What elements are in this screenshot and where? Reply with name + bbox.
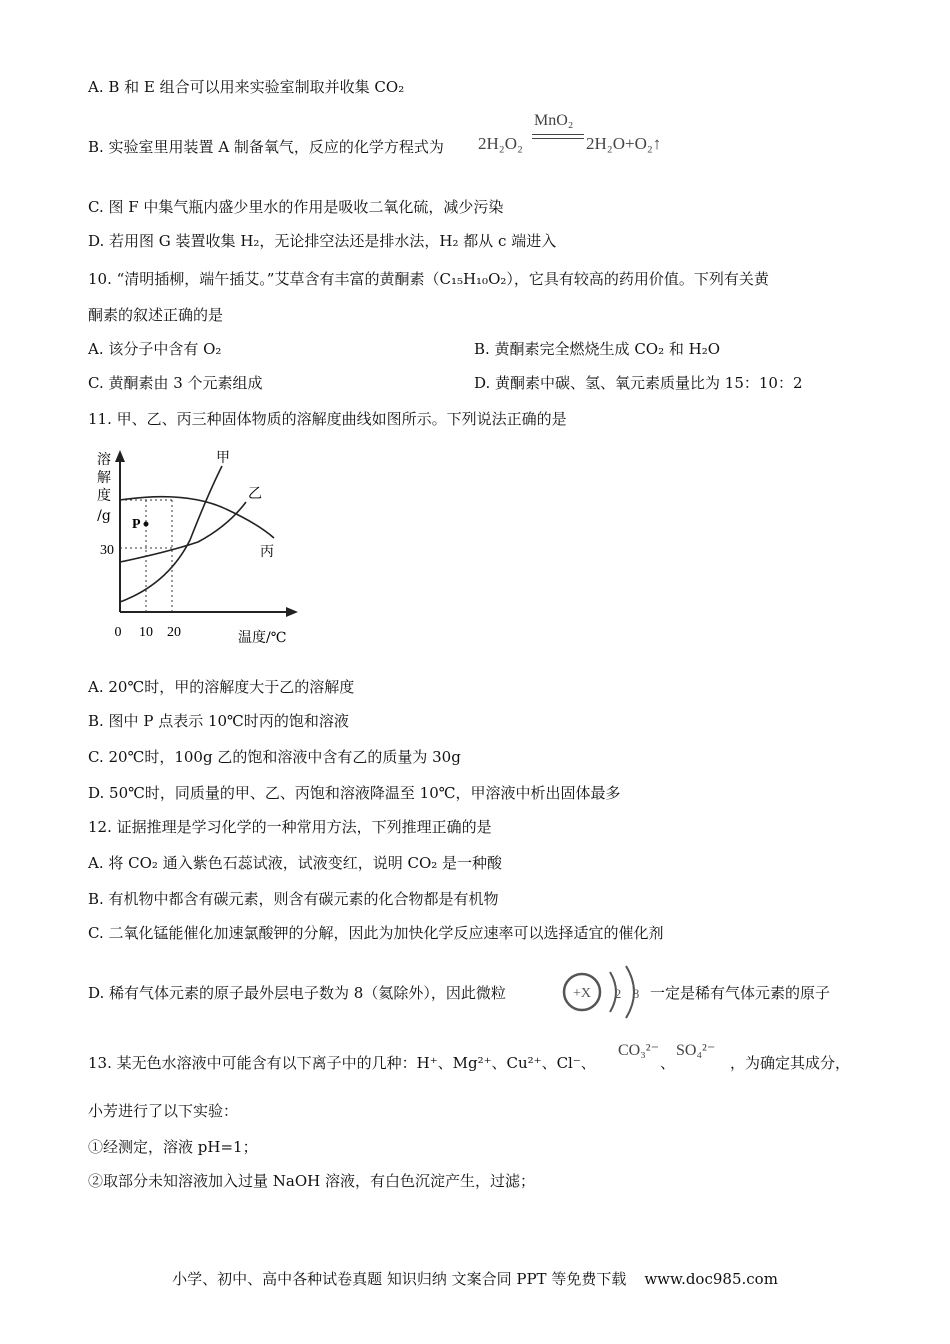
- q12-option-b: B. 有机物中都含有碳元素，则含有碳元素的化合物都是有机物: [88, 890, 499, 908]
- footer-site-link[interactable]: www.doc985.com: [644, 1270, 778, 1288]
- y-label-c4: /g: [97, 508, 111, 524]
- q11-stem: 11. 甲、乙、丙三种固体物质的溶解度曲线如图所示。下列说法正确的是: [88, 410, 567, 428]
- x-axis-label: 温度/℃: [238, 630, 287, 646]
- q10-stem-line2: 酮素的叙述正确的是: [88, 306, 224, 324]
- q11-option-b: B. 图中 P 点表示 10℃时丙的饱和溶液: [88, 712, 349, 730]
- shell-1-electrons: 2: [614, 986, 622, 1001]
- equation-reactant: 2H₂O₂: [478, 134, 523, 153]
- y-axis-arrow: [115, 450, 125, 462]
- shell-2-electrons: 8: [632, 986, 640, 1001]
- x-tick-label-20: 20: [167, 625, 181, 640]
- q12-option-d-prefix: D. 稀有气体元素的原子最外层电子数为 8（氦除外），因此微粒: [88, 984, 506, 1002]
- x-tick-label-0: 0: [114, 625, 122, 640]
- series-label-bing: 丙: [260, 544, 274, 560]
- q13-stem-prefix: 13. 某无色水溶液中可能含有以下离子中的几种：H⁺、Mg²⁺、Cu²⁺、Cl⁻、: [88, 1054, 596, 1072]
- q9-option-d: D. 若用图 G 装置收集 H₂，无论排空法还是排水法，H₂ 都从 c 端进入: [88, 232, 557, 250]
- q12-option-a: A. 将 CO₂ 通入紫色石蕊试液，试液变红，说明 CO₂ 是一种酸: [88, 854, 503, 872]
- q11-option-c: C. 20℃时，100g 乙的饱和溶液中含有乙的质量为 30g: [88, 748, 461, 766]
- q11-option-d: D. 50℃时，同质量的甲、乙、丙饱和溶液降温至 10℃，甲溶液中析出固体最多: [88, 784, 621, 802]
- y-tick-label-30: 30: [100, 543, 114, 558]
- q12-option-d-suffix: 一定是稀有气体元素的原子: [650, 984, 831, 1002]
- page-footer: [0, 1268, 950, 1289]
- ion-carbonate: CO₃²⁻: [618, 1042, 660, 1059]
- q10-option-a: A. 该分子中含有 O₂: [88, 340, 222, 358]
- q9-option-b: [88, 136, 444, 158]
- series-label-yi: 乙: [248, 486, 262, 502]
- q12-stem: 12. 证据推理是学习化学的一种常用方法，下列推理正确的是: [88, 818, 492, 836]
- point-p-label: P: [132, 517, 141, 532]
- equation-catalyst: MnO₂: [534, 112, 574, 129]
- equation-bar-top: [532, 134, 584, 135]
- ion-sulfate: SO₄²⁻: [676, 1042, 716, 1059]
- footer-text: 小学、初中、高中各种试卷真题 知识归纳 文案合同 PPT 等免费下载: [172, 1270, 627, 1288]
- series-label-jia: 甲: [216, 450, 230, 466]
- q10-option-c: C. 黄酮素由 3 个元素组成: [88, 374, 263, 392]
- q9-option-b-text: B. 实验室里用装置 A 制备氧气，反应的化学方程式为: [88, 138, 444, 156]
- curve-jia: [120, 466, 222, 602]
- q13-step2: ②取部分未知溶液加入过量 NaOH 溶液，有白色沉淀产生，过滤；: [88, 1172, 535, 1190]
- x-axis-arrow: [286, 607, 298, 617]
- q9-option-a: A. B 和 E 组合可以用来实验室制取并收集 CO₂: [88, 78, 405, 96]
- y-label-c1: 溶: [97, 452, 111, 468]
- atom-structure-diagram: [560, 962, 648, 1020]
- q13-step1: ①经测定，溶液 pH=1；: [88, 1138, 258, 1156]
- y-label-c3: 度: [97, 488, 111, 504]
- q13-line2: 小芳进行了以下实验：: [88, 1102, 239, 1120]
- q13-stem-suffix: ，为确定其成分，: [730, 1054, 851, 1072]
- x-tick-label-10: 10: [139, 625, 153, 640]
- chemical-equation: [478, 112, 678, 162]
- y-label-c2: 解: [97, 470, 111, 486]
- q10-stem-line1: 10. “清明插柳，端午插艾。”艾草含有丰富的黄酮素（C₁₅H₁₀O₂），它具有较高的药用价值。下列有关黄: [88, 270, 769, 288]
- nucleus-charge: +X: [572, 986, 592, 1001]
- solubility-chart: [88, 444, 318, 654]
- q9-option-c: C. 图 F 中集气瓶内盛少里水的作用是吸收二氧化硫，减少污染: [88, 198, 504, 216]
- q11-option-a: A. 20℃时，甲的溶解度大于乙的溶解度: [88, 678, 355, 696]
- q10-option-b: B. 黄酮素完全燃烧生成 CO₂ 和 H₂O: [474, 340, 721, 358]
- equation-bar-bottom: [532, 138, 584, 139]
- point-p-marker: [144, 522, 149, 527]
- curve-bing: [120, 497, 274, 538]
- ion-separator: 、: [660, 1054, 676, 1072]
- q10-option-d: D. 黄酮素中碳、氢、氧元素质量比为 15：10：2: [474, 374, 803, 392]
- q12-option-c: C. 二氧化锰能催化加速氯酸钾的分解，因此为加快化学反应速率可以选择适宜的催化剂: [88, 924, 664, 942]
- equation-product: 2H₂O+O₂↑: [586, 134, 662, 153]
